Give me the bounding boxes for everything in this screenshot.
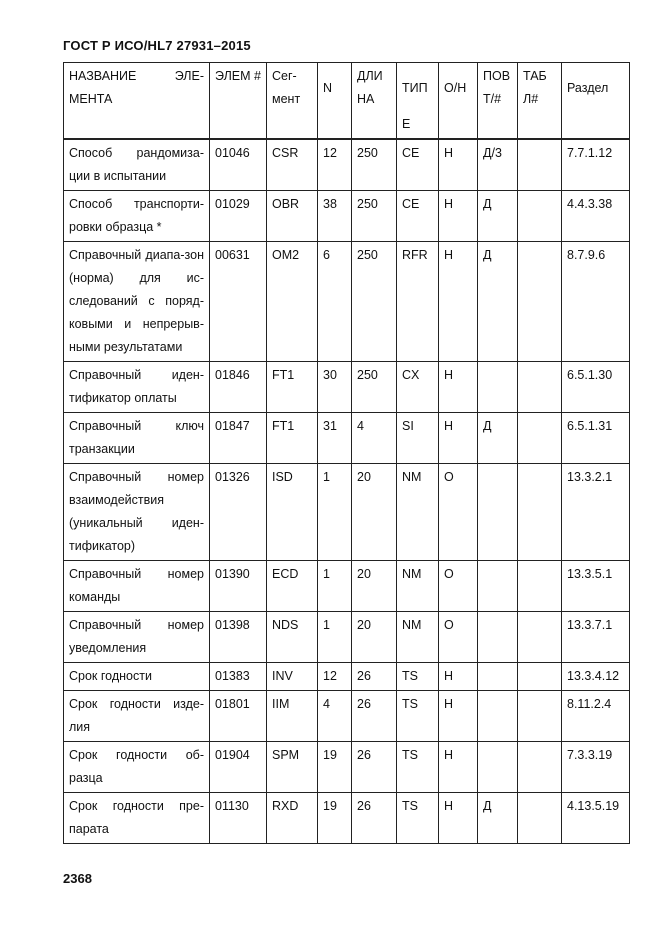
cell-n: 19 [318,742,352,793]
cell-section: 13.3.4.12 [562,663,630,691]
cell-table [518,139,562,191]
cell-oh: Н [439,191,478,242]
cell-length: 26 [352,663,397,691]
cell-table [518,612,562,663]
cell-repeat [478,742,518,793]
cell-segment: CSR [267,139,318,191]
header-cont-cell [478,113,518,139]
cell-elem: 01390 [210,561,267,612]
cell-table [518,561,562,612]
cell-name: Справочный диапа-зон (норма) для ис-следований с поряд-ковыми и непрерыв-ными результатами [64,242,210,362]
cell-segment: SPM [267,742,318,793]
cell-repeat [478,464,518,561]
cell-repeat: Д/3 [478,139,518,191]
cell-type: NM [397,612,439,663]
cell-table [518,793,562,844]
cell-section: 8.7.9.6 [562,242,630,362]
cell-oh: Н [439,742,478,793]
cell-oh: Н [439,362,478,413]
cell-n: 1 [318,561,352,612]
cell-name: Справочный иден-тификатор оплаты [64,362,210,413]
header-cont-cell [210,113,267,139]
header-length: ДЛИ НА [352,63,397,114]
cell-type: TS [397,663,439,691]
cell-repeat: Д [478,793,518,844]
cell-n: 1 [318,464,352,561]
cell-n: 38 [318,191,352,242]
cell-n: 4 [318,691,352,742]
cell-table [518,191,562,242]
table-row [64,413,630,464]
cell-table [518,413,562,464]
cell-segment: OM2 [267,242,318,362]
cell-oh: О [439,561,478,612]
cell-oh: О [439,464,478,561]
cell-oh: Н [439,691,478,742]
cell-table [518,242,562,362]
cell-length: 26 [352,742,397,793]
cell-segment: ECD [267,561,318,612]
cell-section: 13.3.2.1 [562,464,630,561]
header-elem: ЭЛЕМ # [210,63,267,114]
cell-length: 4 [352,413,397,464]
cell-segment: OBR [267,191,318,242]
header-cont-cell [562,113,630,139]
header-type: ТИП [397,63,439,114]
cell-elem: 01847 [210,413,267,464]
cell-length: 250 [352,191,397,242]
table-row [64,464,630,561]
table-row [64,362,630,413]
cell-name: Способ транспорти-ровки образца * [64,191,210,242]
cell-name: Справочный ключ транзакции [64,413,210,464]
cell-section: 8.11.2.4 [562,691,630,742]
cell-repeat [478,663,518,691]
table-row [64,191,630,242]
cell-n: 30 [318,362,352,413]
header-cont-cell [352,113,397,139]
cell-section: 7.7.1.12 [562,139,630,191]
cell-type: CX [397,362,439,413]
cell-repeat [478,612,518,663]
cell-repeat: Д [478,191,518,242]
cell-n: 31 [318,413,352,464]
header-repeat: ПОВ Т/# [478,63,518,114]
cell-repeat [478,561,518,612]
cell-section: 7.3.3.19 [562,742,630,793]
cell-segment: FT1 [267,413,318,464]
cell-length: 20 [352,612,397,663]
table-row [64,691,630,742]
cell-oh: Н [439,242,478,362]
cell-type: NM [397,464,439,561]
header-n: N [318,63,352,114]
table-row [64,793,630,844]
header-cont-cell [318,113,352,139]
cell-name: Справочный номер команды [64,561,210,612]
cell-n: 12 [318,663,352,691]
cell-oh: Н [439,139,478,191]
cell-length: 26 [352,691,397,742]
cell-elem: 01029 [210,191,267,242]
header-cont-cell [267,113,318,139]
cell-oh: Н [439,793,478,844]
cell-section: 4.4.3.38 [562,191,630,242]
cell-section: 13.3.7.1 [562,612,630,663]
cell-elem: 01383 [210,663,267,691]
cell-elem: 01046 [210,139,267,191]
table-row [64,561,630,612]
header-name: НАЗВАНИЕ ЭЛЕ-МЕНТА [64,63,210,114]
header-cont-cell [64,113,210,139]
table-row [64,663,630,691]
cell-section: 6.5.1.30 [562,362,630,413]
cell-oh: Н [439,413,478,464]
header-row [64,63,630,114]
cell-oh: О [439,612,478,663]
cell-segment: FT1 [267,362,318,413]
cell-repeat [478,691,518,742]
cell-length: 250 [352,362,397,413]
cell-segment: IIM [267,691,318,742]
page-number: 2368 [63,871,92,886]
cell-section: 13.3.5.1 [562,561,630,612]
cell-type: TS [397,793,439,844]
table-row [64,612,630,663]
cell-length: 20 [352,561,397,612]
cell-name: Срок годности [64,663,210,691]
cell-length: 250 [352,139,397,191]
header-segment: Сег-мент [267,63,318,114]
cell-type: CE [397,191,439,242]
cell-segment: RXD [267,793,318,844]
cell-table [518,663,562,691]
cell-elem: 01904 [210,742,267,793]
cell-type: NM [397,561,439,612]
cell-type: TS [397,742,439,793]
header-table: ТАБ Л# [518,63,562,114]
header-type-continuation: Е [397,113,439,139]
standard-designation: ГОСТ Р ИСО/HL7 27931–2015 [63,38,251,53]
table-row [64,139,630,191]
cell-length: 250 [352,242,397,362]
cell-n: 12 [318,139,352,191]
cell-elem: 01130 [210,793,267,844]
cell-name: Срок годности об-разца [64,742,210,793]
cell-name: Способ рандомиза-ции в испытании [64,139,210,191]
cell-length: 26 [352,793,397,844]
cell-table [518,362,562,413]
elements-table [63,62,630,844]
cell-name: Справочный номер уведомления [64,612,210,663]
cell-segment: NDS [267,612,318,663]
cell-segment: ISD [267,464,318,561]
cell-section: 4.13.5.19 [562,793,630,844]
cell-table [518,742,562,793]
cell-name: Срок годности изде-лия [64,691,210,742]
cell-type: TS [397,691,439,742]
header-cont-cell [518,113,562,139]
header-cont-cell [439,113,478,139]
header-section: Раздел [562,63,630,114]
cell-name: Справочный номер взаимодействия (уникальный иден-тификатор) [64,464,210,561]
cell-type: SI [397,413,439,464]
header-continuation-row [64,113,630,139]
cell-n: 19 [318,793,352,844]
cell-elem: 01801 [210,691,267,742]
cell-elem: 01398 [210,612,267,663]
cell-elem: 01846 [210,362,267,413]
cell-n: 1 [318,612,352,663]
table-row [64,242,630,362]
cell-type: RFR [397,242,439,362]
cell-oh: Н [439,663,478,691]
cell-section: 6.5.1.31 [562,413,630,464]
cell-type: CE [397,139,439,191]
cell-elem: 00631 [210,242,267,362]
cell-n: 6 [318,242,352,362]
cell-table [518,691,562,742]
cell-segment: INV [267,663,318,691]
cell-repeat: Д [478,413,518,464]
cell-repeat [478,362,518,413]
header-oh: О/Н [439,63,478,114]
cell-name: Срок годности пре-парата [64,793,210,844]
cell-length: 20 [352,464,397,561]
cell-elem: 01326 [210,464,267,561]
cell-table [518,464,562,561]
cell-repeat: Д [478,242,518,362]
table-row [64,742,630,793]
